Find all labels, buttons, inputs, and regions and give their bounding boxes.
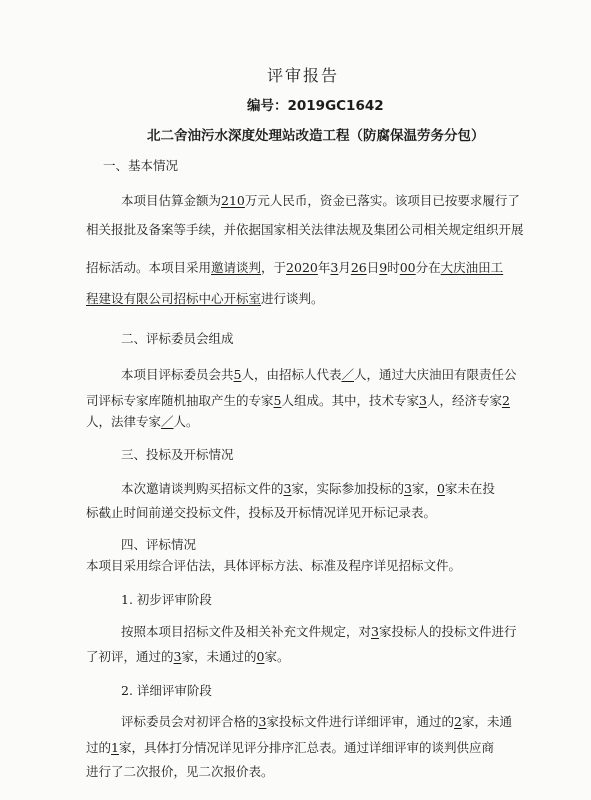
project-name: 北二舍油污水深度处理站改造工程（防腐保温劳务分包） [147, 128, 485, 144]
section-4-heading: 四、评标情况 [121, 537, 197, 552]
s4-a-line-1: 按照本项目招标文件及相关补充文件规定，对3家投标人的投标文件进行 [121, 624, 517, 639]
s2-line-3: 人，法律专家／人。 [86, 414, 199, 429]
section-1-heading: 一、基本情况 [103, 158, 179, 173]
report-number: 编号：2019GC1642 [247, 98, 384, 114]
s1-line-1: 本项目估算金额为210万元人民币，资金已落实。该项目已按要求履行了 [121, 193, 520, 208]
s1-line-4: 程建设有限公司招标中心开标室进行谈判。 [86, 291, 324, 306]
s1-line-2: 相关报批及备案等手续，并依据国家相关法律法规及集团公司相关规定组织开展 [86, 222, 524, 237]
s4-b-line-3: 进行了二次报价，见二次报价表。 [86, 764, 274, 779]
s3-line-2: 标截止时间前递交投标文件，投标及开标情况详见开标记录表。 [86, 505, 437, 520]
section-2-heading: 二、评标委员会组成 [121, 331, 234, 346]
s4-a-line-2: 了初评，通过的3家，未通过的0家。 [86, 649, 290, 664]
report-title: 评审报告 [267, 66, 340, 85]
s1-line-3: 招标活动。本项目采用邀请谈判，于2020年3月26日9时00分在大庆油田工 [86, 260, 504, 275]
s4-b-line-2: 过的1家，具体打分情况详见评分排序汇总表。通过详细评审的谈判供应商 [86, 740, 494, 755]
amount-value: 210 [221, 193, 245, 208]
section-3-heading: 三、投标及开标情况 [121, 447, 234, 462]
s4-sub-2: 2. 详细评审阶段 [121, 683, 212, 698]
s4-intro: 本项目采用综合评估法，具体评标方法、标准及程序详见招标文件。 [86, 558, 462, 573]
s2-line-2: 司评标专家库随机抽取产生的专家5人组成。其中，技术专家3人，经济专家2 [86, 393, 510, 408]
s2-line-1: 本项目评标委员会共5人，由招标人代表／人，通过大庆油田有限责任公 [121, 367, 517, 382]
s4-sub-1: 1. 初步评审阶段 [121, 592, 212, 607]
s3-line-1: 本次邀请谈判购买招标文件的3家，实际参加投标的3家，0家未在投 [121, 481, 495, 496]
s4-b-line-1: 评标委员会对初评合格的3家投标文件进行详细评审，通过的2家，未通 [121, 714, 512, 729]
